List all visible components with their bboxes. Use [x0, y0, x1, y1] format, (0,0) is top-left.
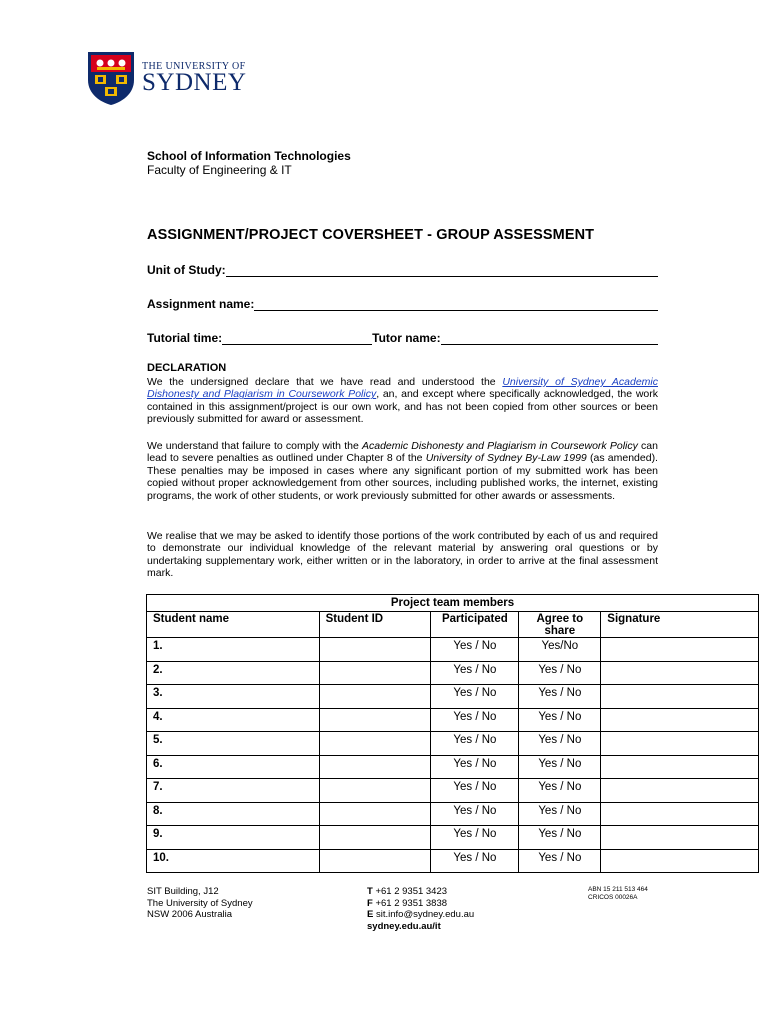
student-name-cell[interactable]: 9. [147, 826, 320, 850]
table-row [147, 638, 759, 662]
footer-contact [367, 886, 474, 932]
tutorial-time-input-line[interactable] [222, 331, 372, 345]
address-line: SIT Building, J12 [147, 886, 219, 897]
footer-address [147, 886, 253, 921]
table-row [147, 849, 759, 873]
agree-to-share-cell[interactable]: Yes / No [519, 849, 601, 873]
header-student-name: Student name [147, 612, 320, 638]
agree-to-share-cell[interactable]: Yes / No [519, 755, 601, 779]
tutorial-time-label: Tutorial time: [147, 331, 223, 345]
header-signature: Signature [601, 612, 759, 638]
tutorial-tutor-field [147, 331, 658, 345]
student-id-cell[interactable] [319, 755, 431, 779]
participated-cell[interactable]: Yes / No [431, 779, 519, 803]
participated-cell[interactable]: Yes / No [431, 826, 519, 850]
abn-number: ABN 15 211 513 464 [588, 886, 648, 893]
student-name-cell[interactable]: 4. [147, 708, 320, 732]
cricos-code: CRICOS 00026A [588, 893, 638, 901]
student-id-cell[interactable] [319, 685, 431, 709]
signature-cell[interactable] [601, 802, 759, 826]
phone-line: T +61 2 9351 3423 [367, 886, 448, 897]
student-name-cell[interactable]: 7. [147, 779, 320, 803]
address-line: NSW 2006 Australia [147, 909, 233, 920]
participated-cell[interactable]: Yes / No [431, 732, 519, 756]
student-id-cell[interactable] [319, 826, 431, 850]
declaration-paragraph-2: We understand that failure to comply with the Academic Dishonesty and Plagiarism in Coursework Policy can lead to severe penalties as outlined under Chapter 8 of the University of Sydney By-Law 1999 (as amended). These penalties may be imposed in cases where any significant portion of my submitted work has been copied without proper acknowledgement from other sources, including published works, the internet, existing programs, the work of other students, or work previously submitted for other awards or assessments. [147, 440, 658, 502]
header-agree-to-share: Agree to share [519, 612, 601, 638]
table-row [147, 708, 759, 732]
signature-cell[interactable] [601, 779, 759, 803]
table-row [147, 755, 759, 779]
participated-cell[interactable]: Yes / No [431, 849, 519, 873]
student-id-cell[interactable] [319, 802, 431, 826]
participated-cell[interactable]: Yes / No [431, 802, 519, 826]
declaration-paragraph-1: We the undersigned declare that we have read and understood the University of Sydney Academic Dishonesty and Plagiarism in Coursework Policy, an, and except where specifically acknowledged, the work contained in this assignment/project is our own work, and has not been copied from other sources or been previously submitted for award or assessment. [147, 376, 658, 426]
student-name-cell[interactable]: 6. [147, 755, 320, 779]
assignment-name-field [147, 297, 658, 311]
student-name-cell[interactable]: 3. [147, 685, 320, 709]
footer-abn [588, 886, 648, 901]
assignment-name-input-line[interactable] [254, 297, 658, 311]
school-name: School of Information Technologies [147, 149, 351, 163]
student-name-cell[interactable]: 1. [147, 638, 320, 662]
student-name-cell[interactable]: 2. [147, 661, 320, 685]
agree-to-share-cell[interactable]: Yes / No [519, 779, 601, 803]
participated-cell[interactable]: Yes / No [431, 708, 519, 732]
signature-cell[interactable] [601, 685, 759, 709]
student-id-cell[interactable] [319, 732, 431, 756]
email-link[interactable]: sit.info@sydney.edu.au [375, 909, 475, 920]
website-link[interactable]: sydney.edu.au/it [367, 920, 441, 932]
assignment-name-label: Assignment name: [147, 297, 255, 311]
signature-cell[interactable] [601, 755, 759, 779]
signature-cell[interactable] [601, 849, 759, 873]
email-line: E sit.info@sydney.edu.au [367, 909, 475, 920]
unit-of-study-input-line[interactable] [226, 263, 658, 277]
student-name-cell[interactable]: 5. [147, 732, 320, 756]
agree-to-share-cell[interactable]: Yes / No [519, 732, 601, 756]
student-name-cell[interactable]: 8. [147, 802, 320, 826]
signature-cell[interactable] [601, 708, 759, 732]
team-members-table [146, 594, 759, 873]
page-title: ASSIGNMENT/PROJECT COVERSHEET - GROUP ASSESSMENT [147, 227, 595, 243]
agree-to-share-cell[interactable]: Yes / No [519, 708, 601, 732]
student-id-cell[interactable] [319, 849, 431, 873]
table-row [147, 779, 759, 803]
table-row [147, 826, 759, 850]
agree-to-share-cell[interactable]: Yes / No [519, 685, 601, 709]
participated-cell[interactable]: Yes / No [431, 661, 519, 685]
signature-cell[interactable] [601, 661, 759, 685]
tutor-name-input-line[interactable] [441, 331, 658, 345]
student-id-cell[interactable] [319, 638, 431, 662]
declaration-paragraph-3: We realise that we may be asked to identify those portions of the work contributed by each of us and required to demonstrate our individual knowledge of the relevant material by answering oral questions or by undertaking supplementary work, either written or in the laboratory, in order to arrive at the final assessment mark. [147, 530, 658, 580]
header-student-id: Student ID [319, 612, 431, 638]
participated-cell[interactable]: Yes / No [431, 685, 519, 709]
student-name-cell[interactable]: 10. [147, 849, 320, 873]
signature-cell[interactable] [601, 638, 759, 662]
fax-line: F +61 2 9351 3838 [367, 897, 448, 909]
agree-to-share-cell[interactable]: Yes/No [519, 638, 601, 662]
tutor-name-label: Tutor name: [372, 331, 441, 345]
header-participated: Participated [431, 612, 519, 638]
agree-to-share-cell[interactable]: Yes / No [519, 802, 601, 826]
table-row [147, 802, 759, 826]
plagiarism-policy-link[interactable]: University of Sydney Academic Dishonesty and Plagiarism in Coursework Policy [147, 376, 658, 401]
address-line: The University of Sydney [147, 897, 253, 909]
student-id-cell[interactable] [319, 708, 431, 732]
signature-cell[interactable] [601, 732, 759, 756]
student-id-cell[interactable] [319, 779, 431, 803]
participated-cell[interactable]: Yes / No [431, 638, 519, 662]
university-crest-icon [86, 50, 136, 106]
agree-to-share-cell[interactable]: Yes / No [519, 826, 601, 850]
university-logo [86, 50, 246, 106]
table-row [147, 732, 759, 756]
team-rows [147, 638, 759, 873]
declaration-heading: DECLARATION [147, 362, 227, 374]
logo-line1: THE UNIVERSITY OF [142, 61, 246, 72]
faculty-name: Faculty of Engineering & IT [147, 163, 292, 177]
unit-of-study-label: Unit of Study: [147, 263, 226, 277]
table-row [147, 685, 759, 709]
table-row [147, 661, 759, 685]
table-caption: Project team members [147, 595, 759, 612]
student-id-cell[interactable] [319, 661, 431, 685]
logo-line2: SYDNEY [142, 69, 247, 96]
school-block [147, 149, 351, 177]
participated-cell[interactable]: Yes / No [431, 755, 519, 779]
unit-of-study-field [147, 263, 658, 277]
agree-to-share-cell[interactable]: Yes / No [519, 661, 601, 685]
signature-cell[interactable] [601, 826, 759, 850]
